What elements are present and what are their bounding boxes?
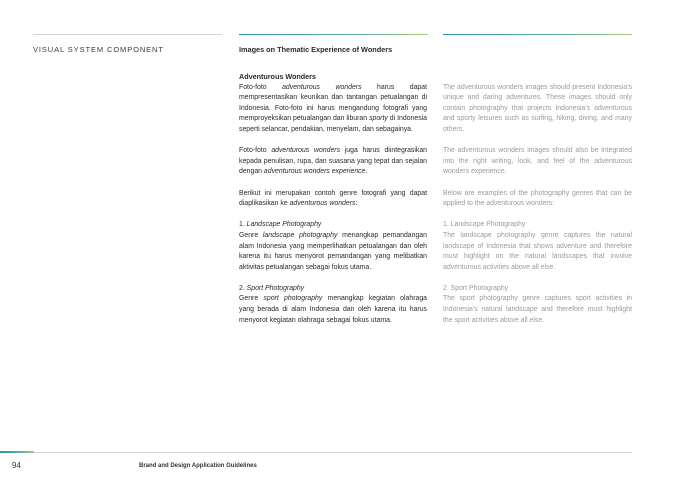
english-column (443, 72, 632, 326)
id-list-item-2-title: 2. Sport Photography (239, 284, 305, 292)
top-rule-left (33, 34, 222, 35)
footer-rule (34, 452, 632, 453)
footer-title: Brand and Design Application Guidelines (139, 463, 257, 469)
top-rule-center (239, 34, 428, 35)
id-paragraph-2: Foto-foto adventurous wonders juga harus diintegrasikan kepada penulisan, rupa, dan suasana yang tepat dan sejalan dengan adventurous wonders experience. (239, 147, 427, 176)
section-subtitle: Adventurous Wonders (239, 72, 316, 81)
id-list-item-1-body: Genre landscape photography menangkap pemandangan alam Indonesia yang memperlihatkan petualangan dan oleh karena itu harus menyorot pemandangan yang melibatkan aktivitas petualangan sebagai fokus utama. (239, 231, 427, 271)
en-paragraph-2: The adventurous wonders images should also be integrated into the right writing, look, and feel of the adventurous wonders experience. (443, 147, 632, 176)
id-paragraph-3: Berikut ini merupakan contoh genre fotografi yang dapat diaplikasikan ke adventurous wonders: (239, 189, 427, 208)
en-list-item-1-body: The landscape photography genre captures the natural landscape of Indonesia that shows adventure and therefore must highlight on the natural landscapes that involve adventurous activities above all else. (443, 231, 632, 271)
id-list-item-1-title: 1. Landscape Photography (239, 221, 322, 229)
id-list-item-2-body: Genre sport photography menangkap kegiatan olahraga yang berada di alam Indonesia dan oleh karena itu harus menyorot kegiatan olahraga sebagai fokus utama. (239, 295, 427, 324)
indonesian-column (239, 72, 427, 326)
en-paragraph-3: Below are examples of the photography genres that can be applied to the adventurous wonders: (443, 189, 632, 208)
page-title: Images on Thematic Experience of Wonders (239, 45, 393, 54)
page-number: 94 (12, 461, 21, 470)
footer-accent-rule (0, 451, 34, 453)
section-label: VISUAL SYSTEM COMPONENT (33, 45, 164, 54)
id-paragraph-1: Foto-foto adventurous wonders harus dapat mempresentasikan keunikan dan tantangan petualangan di Indonesia. Foto-foto ini harus mengandung fotografi yang memproyeksikan petualangan dan liburan sporty di Indonesia seperti selancar, pendakian, menyelam, dan sebagainya. (239, 83, 428, 133)
en-list-item-2-title: 2. Sport Photography (443, 284, 509, 292)
en-paragraph-1: The adventurous wonders images should present Indonesia's unique and daring adventures. These images should only contain photography that projects Indonesia's adventurous and sporty leisures such as surfing, hiking, diving, and many others. (443, 83, 632, 133)
en-list-item-2-body: The sport photography genre captures sport activities in Indonesia's natural landscape and therefore must highlight the sport activities above all else. (443, 295, 632, 324)
en-list-item-1-title: 1. Landscape Photography (443, 221, 526, 229)
top-rule-right (443, 34, 632, 35)
